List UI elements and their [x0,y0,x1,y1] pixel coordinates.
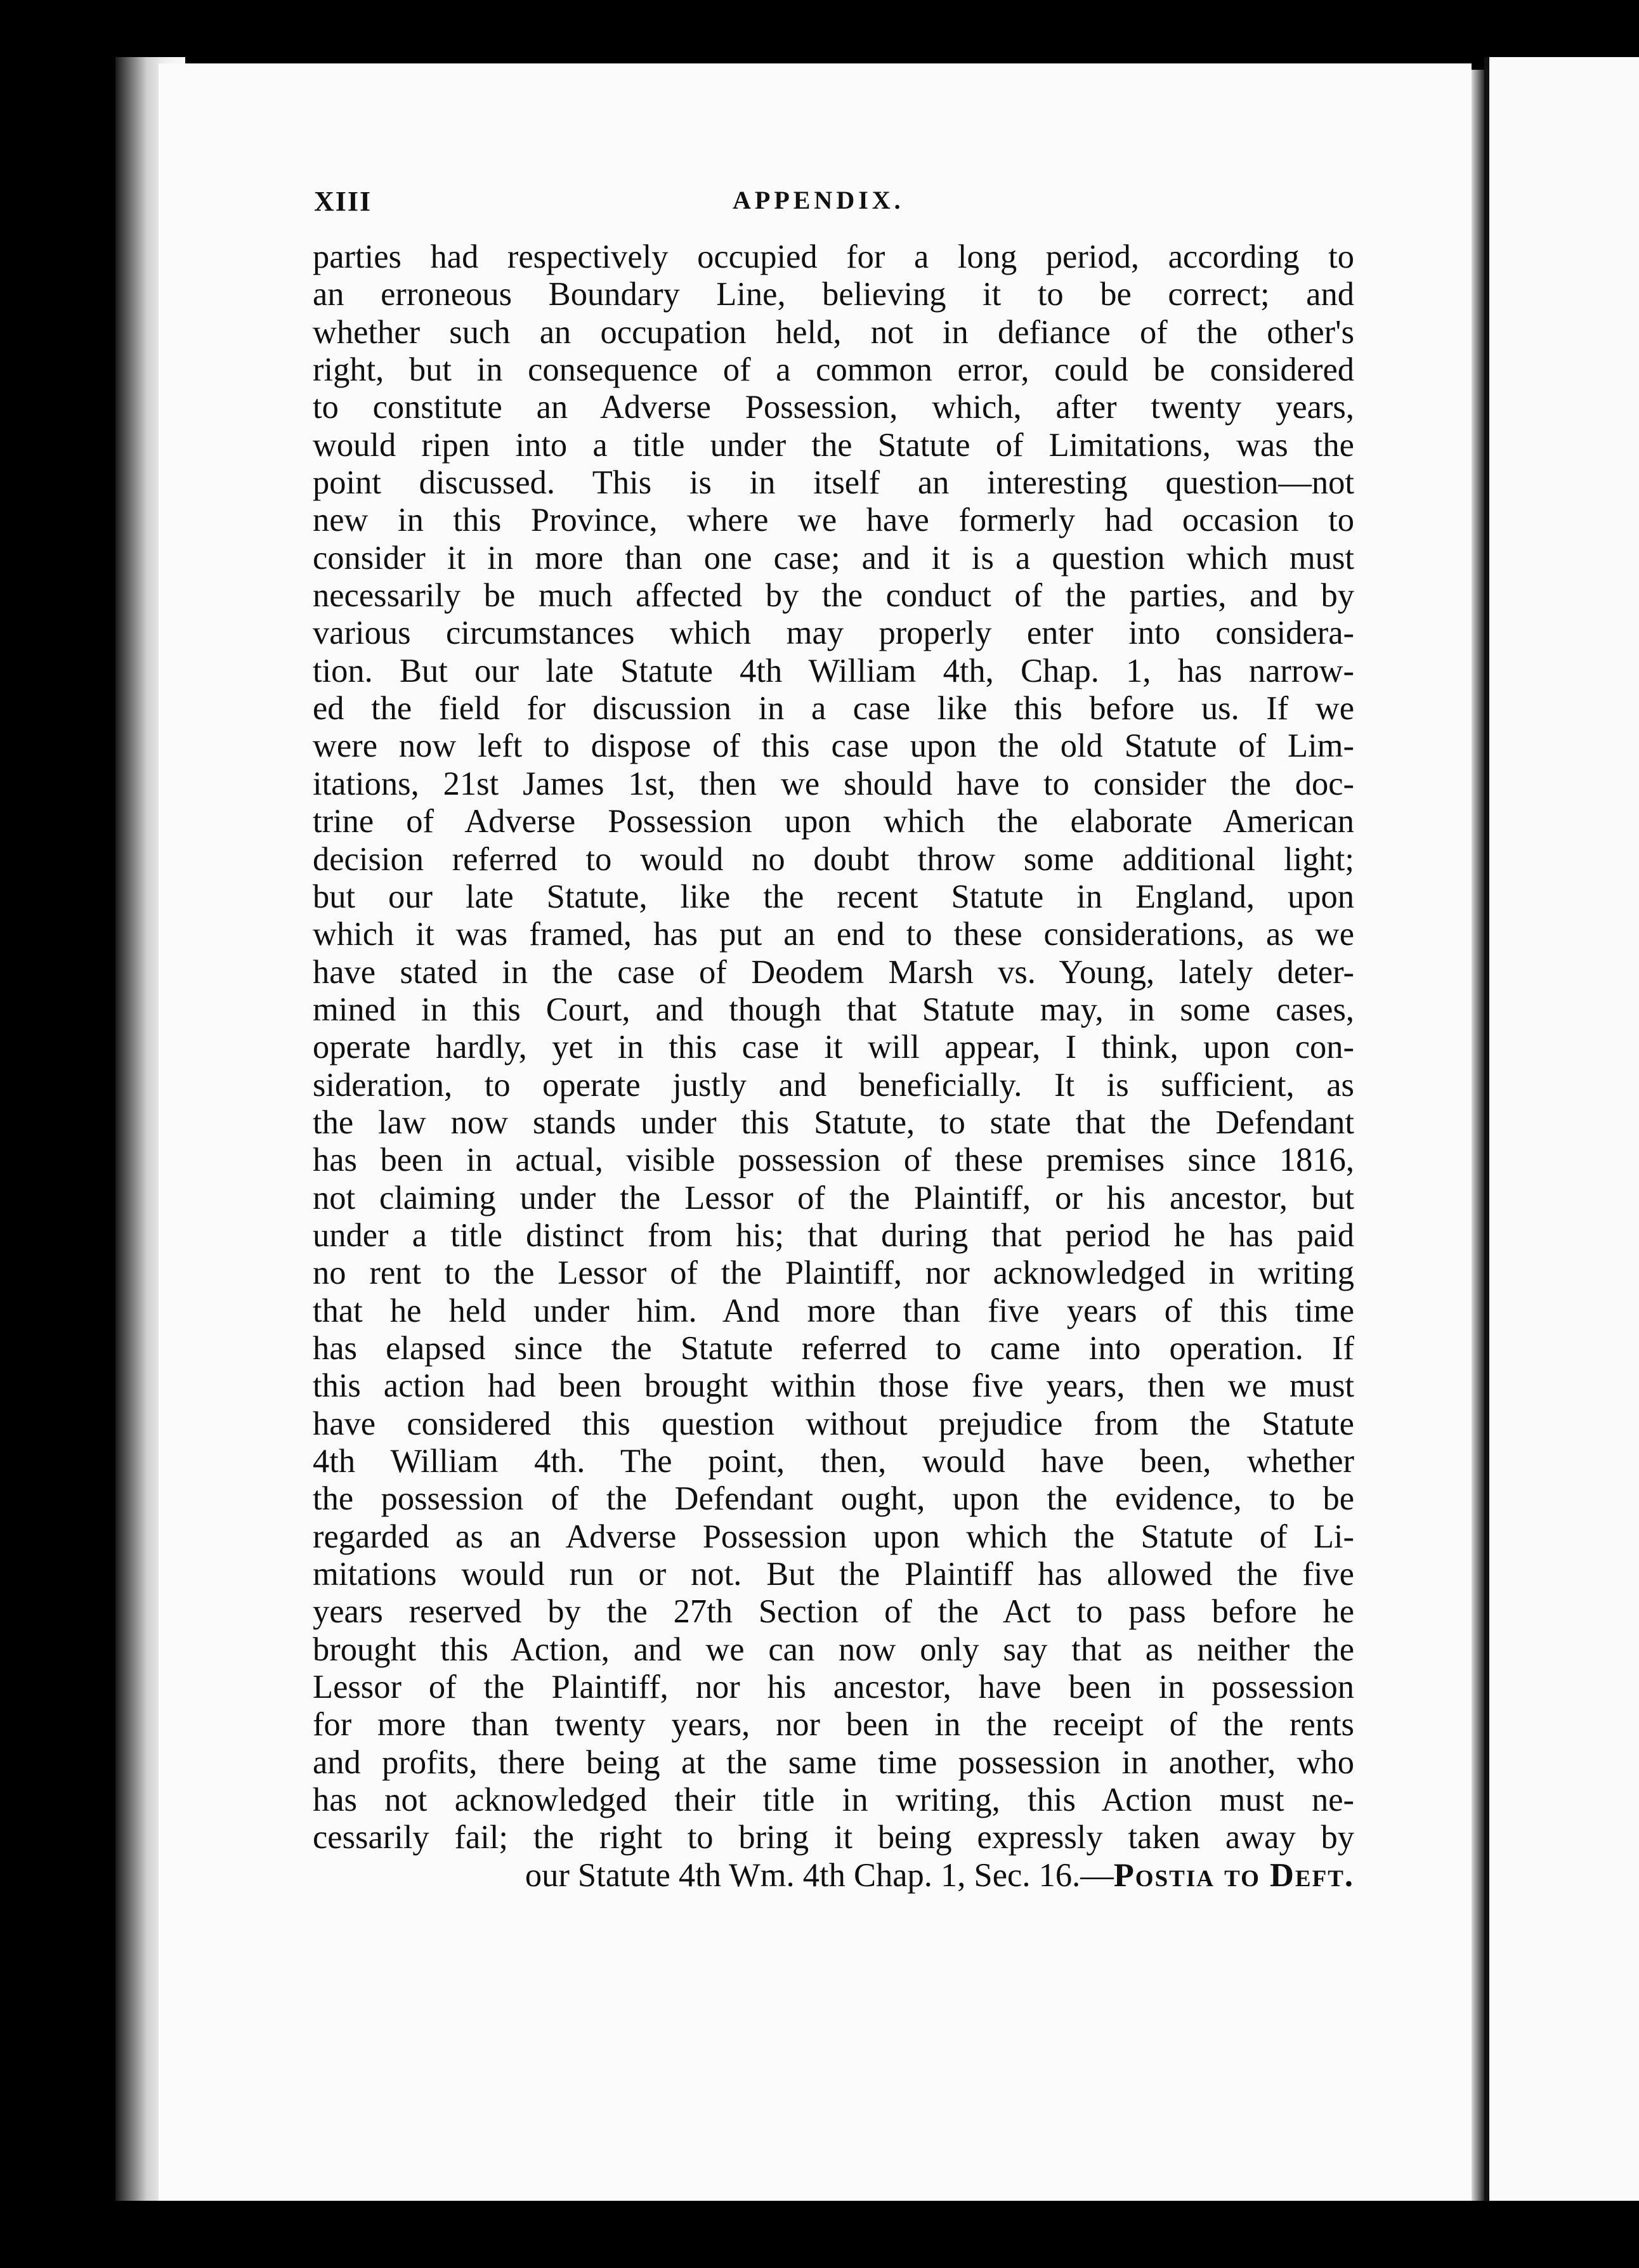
text-line: that he held under him. And more than five years of this time [313,1292,1354,1329]
text-line: Lessor of the Plaintiff, nor his ancestor, have been in possession [313,1669,1354,1706]
text-line: parties had respectively occupied for a long period, according to [313,238,1354,275]
text-line: the law now stands under this Statute, to state that the Defendant [313,1104,1354,1141]
scan-left-border [0,0,121,2268]
text-line: has not acknowledged their title in writing, this Action must ne- [313,1782,1354,1819]
text-line: but our late Statute, like the recent Statute in England, upon [313,878,1354,915]
text-line: new in this Province, where we have formerly had occasion to [313,502,1354,539]
text-line: to constitute an Adverse Possession, which, after twenty years, [313,389,1354,426]
running-head [314,185,1354,223]
text-line: an erroneous Boundary Line, believing it to be correct; and [313,276,1354,313]
text-line: have stated in the case of Deodem Marsh vs. Young, lately deter- [313,953,1354,991]
text-line: regarded as an Adverse Possession upon which the Statute of Li- [313,1518,1354,1555]
text-line: various circumstances which may properly enter into considera- [313,615,1354,652]
text-line: under a title distinct from his; that during that period he has paid [313,1216,1354,1254]
text-line: 4th William 4th. The point, then, would have been, whether [313,1443,1354,1480]
text-line: consider it in more than one case; and it is a question which must [313,539,1354,577]
text-line: decision referred to would no doubt throw some additional light; [313,840,1354,878]
final-text-line [313,1857,1354,1894]
text-line: has elapsed since the Statute referred to came into operation. If [313,1329,1354,1367]
final-line-text: our Statute 4th Wm. 4th Chap. 1, Sec. 16.— [525,1856,1114,1894]
running-head-title: APPENDIX. [733,186,904,214]
scan-bottom-border [0,2201,1639,2268]
page-gutter [1472,70,1484,2205]
text-line: have considered this question without prejudice from the Statute [313,1405,1354,1442]
text-line: itations, 21st James 1st, then we should have to consider the doc- [313,765,1354,802]
scan-top-border [0,0,1639,58]
text-line: sideration, to operate justly and beneficially. It is sufficient, as [313,1066,1354,1104]
text-line: no rent to the Lessor of the Plaintiff, nor acknowledged in writing [313,1255,1354,1292]
text-line: operate hardly, yet in this case it will appear, I think, upon con- [313,1029,1354,1066]
text-line: mined in this Court, and though that Statute may, in some cases, [313,991,1354,1028]
text-line: the possession of the Defendant ought, upon the evidence, to be [313,1480,1354,1518]
facing-page-edge [1484,57,1639,2213]
text-line: would ripen into a title under the Statute of Limitations, was the [313,426,1354,464]
text-line: were now left to dispose of this case upon the old Statute of Lim- [313,727,1354,765]
text-line: for more than twenty years, nor been in the receipt of the rents [313,1706,1354,1743]
text-line: which it was framed, has put an end to these considerations, as we [313,916,1354,953]
text-line: right, but in consequence of a common error, could be considered [313,351,1354,389]
text-line: has been in actual, visible possession of these premises since 1816, [313,1142,1354,1179]
text-line: this action had been brought within those five years, then we must [313,1367,1354,1405]
text-line: brought this Action, and we can now only say that as neither the [313,1631,1354,1668]
text-line: point discussed. This is in itself an interesting question—not [313,464,1354,502]
text-line: whether such an occupation held, not in defiance of the other's [313,313,1354,351]
text-line: not claiming under the Lessor of the Plaintiff, or his ancestor, but [313,1179,1354,1216]
text-line: cessarily fail; the right to bring it being expressly taken away by [313,1819,1354,1856]
text-line: years reserved by the 27th Section of the Act to pass before he [313,1593,1354,1631]
text-line: tion. But our late Statute 4th William 4th, Chap. 1, has narrow- [313,652,1354,689]
page-folio: XIII [314,186,372,217]
reporter-signature: Postia to Deft. [1113,1856,1354,1894]
text-line: mitations would run or not. But the Plaintiff has allowed the five [313,1556,1354,1593]
body-text [313,238,1354,1894]
text-line: ed the field for discussion in a case like this before us. If we [313,690,1354,727]
text-line: necessarily be much affected by the conduct of the parties, and by [313,577,1354,615]
text-line: trine of Adverse Possession upon which the elaborate American [313,803,1354,840]
text-line: and profits, there being at the same time possession in another, who [313,1743,1354,1781]
